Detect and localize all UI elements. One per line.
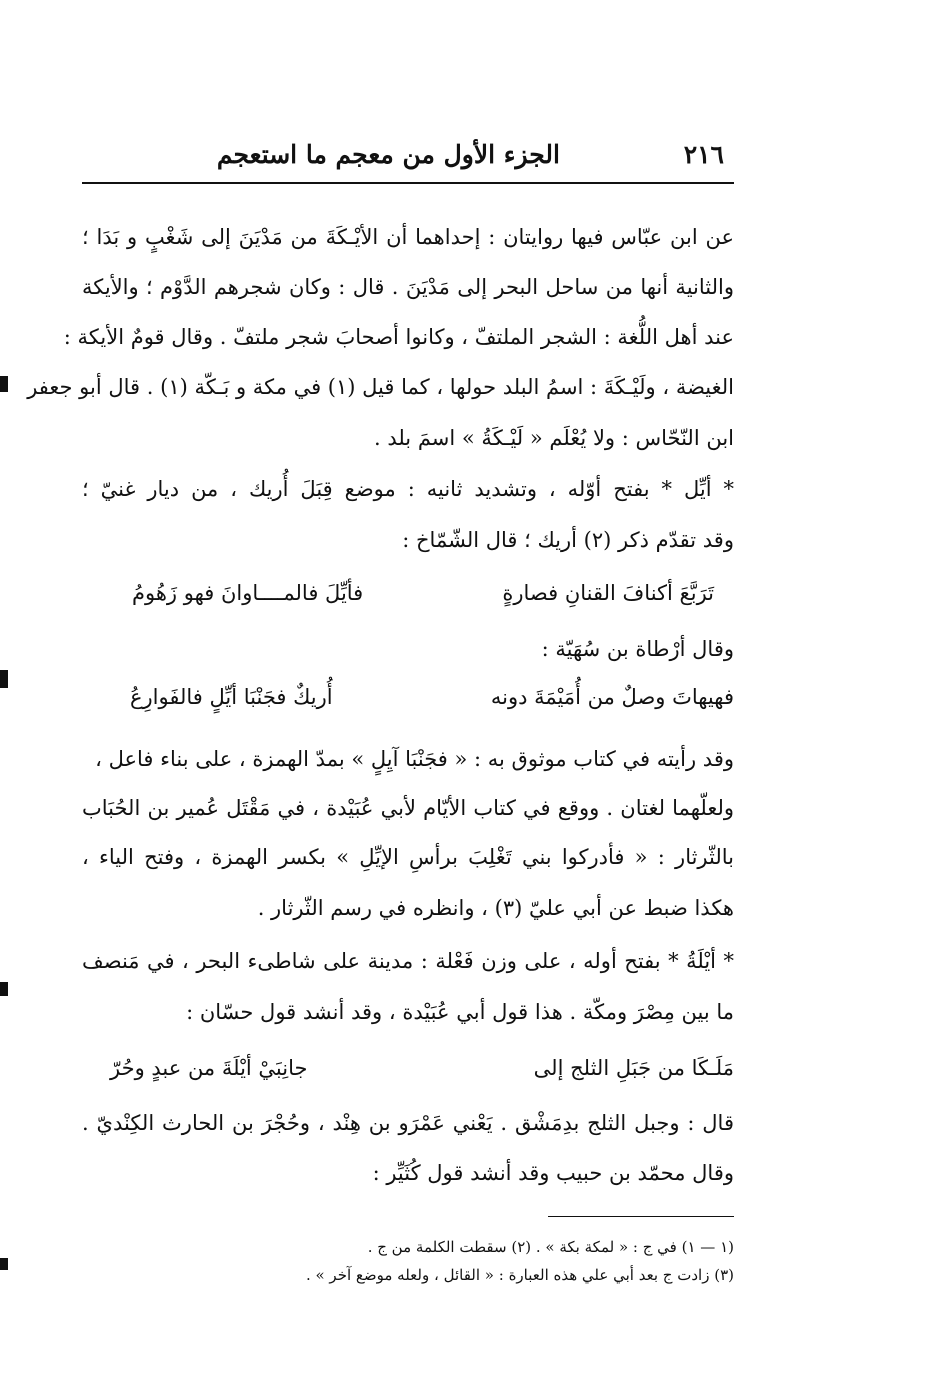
entry-line: * أيِّل * بفتح أوّله ، وتشديد ثانيه : موضع قِبَلَ أُريك ، من ديار غنيّ ؛ xyxy=(82,477,734,501)
text-line: وقال أرْطاة بن سُهَيّة : xyxy=(541,637,734,661)
text-line: قال : وجبل الثلج بدِمَشْق . يَعْني عَمْرَو بن هِنْد ، وحُجْرَ بن الحارث الكِنْديّ . xyxy=(82,1111,734,1135)
text-line: والثانية أنها من ساحل البحر إلى مَدْيَنَ . قال : وكان شجرهم الدَّوْم ؛ والأيكة xyxy=(82,275,734,299)
text-line: ما بين مِصْرَ ومكّة . هذا قول أبي عُبَيْدة ، وقد أنشد قول حسّان : xyxy=(186,1000,734,1024)
text-line: عن ابن عبّاس فيها روايتان : إحداهما أن الأيْـكَةَ من مَدْيَنَ إلى شَغْبٍ و بَدَا ؛ xyxy=(82,225,734,249)
text-line: ولعلّهما لغتان . ووقع في كتاب الأيّام لأبي عُبَيْدة ، في مَقْتَل عُمير بن الحُبَاب xyxy=(82,796,734,820)
verse xyxy=(82,682,734,714)
verse-hemistich-right: فهيهاتَ وصلٌ من أُمَيْمَةَ دونه xyxy=(490,685,734,709)
edge-mark xyxy=(0,670,8,688)
text-line: وقد رأيته في كتاب موثوق به : « فجَنْبَا آيِلٍ » بمدّ الهمزة ، على بناء فاعل ، xyxy=(95,747,734,771)
verse xyxy=(82,1053,734,1085)
text-line: الغيضة ، ولَيْـكَةَ : اسمُ البلد حولها ، كما قيل (١) في مكة و بَـكّة (١) . قال أبو جعفر xyxy=(27,375,734,399)
entry-line: * أيْلَةُ * بفتح أوله ، على وزن فَعْلة : مدينة على شاطىء البحر ، في مَنصف xyxy=(82,949,734,973)
text-line: وقال محمّد بن حبيب وقد أنشد قول كُثَيِّر : xyxy=(372,1161,734,1185)
verse-hemistich-left: أُريكٌ فجَنْبَا أيِّلٍ فالفَوارِعُ xyxy=(130,685,333,709)
text-line: هكذا ضبط عن أبي عليّ (٣) ، وانظره في رسم الثّرثار . xyxy=(257,896,734,920)
edge-mark xyxy=(0,376,8,392)
text-line: عند أهل اللُّغة : الشجر الملتفّ ، وكانوا أصحابَ شجر ملتفّ . وقال قومٌ الأيكة : xyxy=(63,325,734,349)
text-line: بالثّرثار : « فأدركوا بني تَغْلِبَ برأسِ الإيِّلِ » بكسر الهمزة ، وفتح الياء ، xyxy=(82,845,734,869)
page-header xyxy=(82,138,732,180)
footnote: (٣) زادت ج بعد أبي علي هذه العبارة : « القائل ، ولعله موضع آخر » . xyxy=(305,1266,734,1284)
edge-mark xyxy=(0,982,8,996)
text-line: وقد تقدّم ذكر (٢) أريك ؛ قال الشّمّاخ : xyxy=(402,528,734,552)
running-title: الجزء الأول من معجم ما استعجم xyxy=(216,140,560,169)
verse-hemistich-right: مَلَـكَا من جَبَلِ الثلج إلى xyxy=(533,1056,734,1080)
verse-hemistich-left: جانِبَيْ أيْلَةَ من عبدٍ وحُرّ xyxy=(110,1056,308,1080)
header-rule xyxy=(82,182,734,184)
edge-mark xyxy=(0,1258,8,1270)
verse xyxy=(82,578,734,610)
footnote: (١ — ١) في ج : « لمكة بكة » . (٢) سقطت الكلمة من ج . xyxy=(367,1238,734,1256)
page-number: ٢١٦ xyxy=(683,140,724,169)
footnote-rule xyxy=(548,1216,734,1217)
verse-hemistich-left: فأيِّلَ فالمــــاوانَ فهو زَهُومُ xyxy=(132,581,364,605)
verse-hemistich-right: تَرَبَّعَ أكنافَ القنانِ فصارةٍ xyxy=(502,581,714,605)
text-line: ابن النّحّاس : ولا يُعْلَم « لَيْـكَةُ » اسمَ بلد . xyxy=(373,426,734,450)
